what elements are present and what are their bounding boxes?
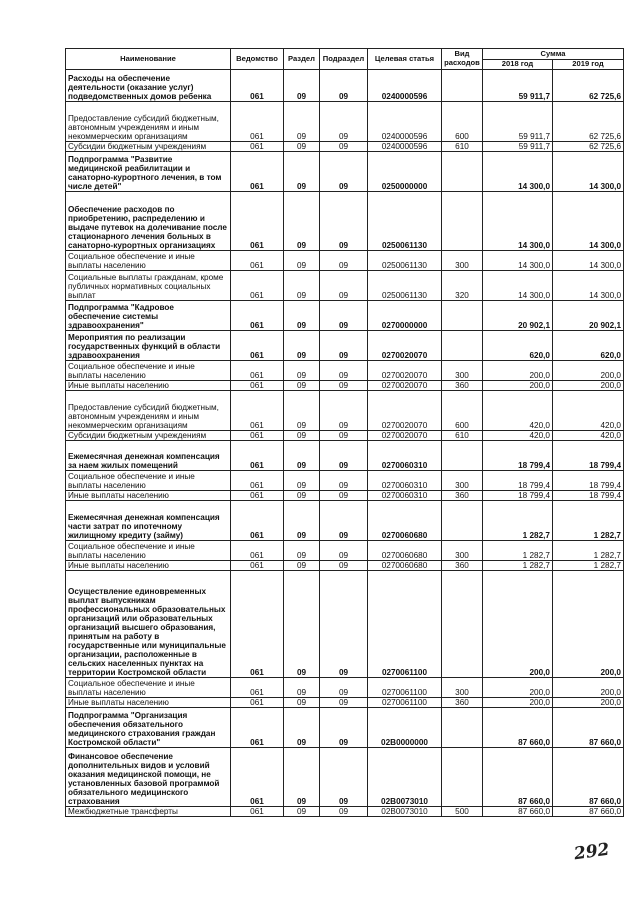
row-sum-2018: 200,0 <box>483 697 553 707</box>
row-sum-2018: 59 911,7 <box>483 101 553 141</box>
header-subsection: Подраздел <box>320 49 368 70</box>
header-section: Раздел <box>284 49 320 70</box>
table-row <box>66 806 624 816</box>
row-subsection: 09 <box>320 69 368 101</box>
row-name: Мероприятия по реализации государственных функций в области здравоохранения <box>66 330 231 360</box>
row-sum-2018: 1 282,7 <box>483 560 553 570</box>
row-subsection: 09 <box>320 707 368 747</box>
table-row <box>66 560 624 570</box>
table-row <box>66 191 624 250</box>
row-expense-type: 360 <box>442 560 483 570</box>
row-department: 061 <box>231 191 284 250</box>
row-sum-2018: 420,0 <box>483 390 553 430</box>
row-sum-2019: 62 725,6 <box>553 141 624 151</box>
row-target-article: 0270060680 <box>368 540 442 560</box>
row-sum-2019: 62 725,6 <box>553 101 624 141</box>
row-section: 09 <box>284 101 320 141</box>
row-name: Социальное обеспечение и иные выплаты населению <box>66 677 231 697</box>
row-section: 09 <box>284 470 320 490</box>
table-row <box>66 141 624 151</box>
row-section: 09 <box>284 141 320 151</box>
row-name: Обеспечение расходов по приобретению, распределению и выдаче путевок на долечивание после стационарного лечения больных в санаторно-курортных организациях <box>66 191 231 250</box>
row-subsection: 09 <box>320 570 368 677</box>
row-target-article: 02В0073010 <box>368 806 442 816</box>
row-expense-type <box>442 69 483 101</box>
table-row <box>66 270 624 300</box>
row-expense-type: 360 <box>442 697 483 707</box>
row-section: 09 <box>284 330 320 360</box>
row-department: 061 <box>231 570 284 677</box>
row-department: 061 <box>231 69 284 101</box>
row-subsection: 09 <box>320 560 368 570</box>
row-sum-2019: 200,0 <box>553 697 624 707</box>
row-department: 061 <box>231 270 284 300</box>
row-name: Расходы на обеспечение деятельности (оказание услуг) подведомственных домов ребенка <box>66 69 231 101</box>
row-subsection: 09 <box>320 697 368 707</box>
table-row <box>66 707 624 747</box>
row-sum-2019: 1 282,7 <box>553 560 624 570</box>
header-expense-type: Вид расходов <box>442 49 483 70</box>
row-subsection: 09 <box>320 380 368 390</box>
row-section: 09 <box>284 806 320 816</box>
row-department: 061 <box>231 470 284 490</box>
row-sum-2018: 18 799,4 <box>483 490 553 500</box>
row-name: Предоставление субсидий бюджетным, автономным учреждениям и иным некоммерческим организациям <box>66 390 231 430</box>
row-name: Межбюджетные трансферты <box>66 806 231 816</box>
row-subsection: 09 <box>320 360 368 380</box>
row-target-article: 0270020070 <box>368 330 442 360</box>
row-target-article: 0270020070 <box>368 380 442 390</box>
header-name: Наименование <box>66 49 231 70</box>
row-target-article: 0270060310 <box>368 440 442 470</box>
row-section: 09 <box>284 270 320 300</box>
row-department: 061 <box>231 440 284 470</box>
row-sum-2018: 620,0 <box>483 330 553 360</box>
row-name: Социальное обеспечение и иные выплаты населению <box>66 470 231 490</box>
row-subsection: 09 <box>320 151 368 191</box>
row-sum-2018: 87 660,0 <box>483 806 553 816</box>
row-expense-type: 300 <box>442 250 483 270</box>
row-name: Иные выплаты населению <box>66 560 231 570</box>
row-subsection: 09 <box>320 191 368 250</box>
header-sum: Сумма <box>483 49 624 60</box>
row-department: 061 <box>231 300 284 330</box>
row-expense-type: 360 <box>442 490 483 500</box>
row-sum-2019: 420,0 <box>553 390 624 430</box>
table-row <box>66 570 624 677</box>
table-row <box>66 390 624 430</box>
table-row <box>66 440 624 470</box>
row-subsection: 09 <box>320 101 368 141</box>
row-department: 061 <box>231 560 284 570</box>
row-expense-type <box>442 151 483 191</box>
row-sum-2018: 20 902,1 <box>483 300 553 330</box>
row-sum-2019: 1 282,7 <box>553 540 624 560</box>
row-sum-2018: 420,0 <box>483 430 553 440</box>
row-expense-type: 600 <box>442 390 483 430</box>
row-sum-2018: 200,0 <box>483 570 553 677</box>
row-department: 061 <box>231 360 284 380</box>
row-name: Иные выплаты населению <box>66 490 231 500</box>
row-department: 061 <box>231 490 284 500</box>
row-section: 09 <box>284 677 320 697</box>
row-sum-2019: 620,0 <box>553 330 624 360</box>
header-target-article: Целевая статья <box>368 49 442 70</box>
row-expense-type: 600 <box>442 101 483 141</box>
row-section: 09 <box>284 697 320 707</box>
row-name: Иные выплаты населению <box>66 380 231 390</box>
row-name: Ежемесячная денежная компенсация за наем жилых помещений <box>66 440 231 470</box>
table-row <box>66 697 624 707</box>
row-expense-type: 500 <box>442 806 483 816</box>
row-subsection: 09 <box>320 270 368 300</box>
row-department: 061 <box>231 151 284 191</box>
row-subsection: 09 <box>320 250 368 270</box>
row-subsection: 09 <box>320 440 368 470</box>
row-subsection: 09 <box>320 300 368 330</box>
row-target-article: 0270020070 <box>368 390 442 430</box>
row-sum-2018: 14 300,0 <box>483 250 553 270</box>
row-name: Субсидии бюджетным учреждениям <box>66 430 231 440</box>
row-sum-2018: 59 911,7 <box>483 69 553 101</box>
row-target-article: 0250061130 <box>368 270 442 300</box>
row-sum-2019: 200,0 <box>553 360 624 380</box>
row-department: 061 <box>231 141 284 151</box>
table-row <box>66 101 624 141</box>
table-row <box>66 747 624 806</box>
row-target-article: 0270060310 <box>368 470 442 490</box>
row-subsection: 09 <box>320 677 368 697</box>
row-target-article: 0250000000 <box>368 151 442 191</box>
table-row <box>66 500 624 540</box>
row-sum-2018: 1 282,7 <box>483 500 553 540</box>
row-sum-2019: 14 300,0 <box>553 191 624 250</box>
row-target-article: 0270060310 <box>368 490 442 500</box>
header-year-2019: 2019 год <box>553 60 624 70</box>
row-target-article: 0270060680 <box>368 560 442 570</box>
row-section: 09 <box>284 69 320 101</box>
row-section: 09 <box>284 380 320 390</box>
row-name: Социальные выплаты гражданам, кроме публичных нормативных социальных выплат <box>66 270 231 300</box>
row-sum-2019: 18 799,4 <box>553 440 624 470</box>
row-subsection: 09 <box>320 430 368 440</box>
table-row <box>66 250 624 270</box>
row-target-article: 0270061100 <box>368 677 442 697</box>
row-department: 061 <box>231 806 284 816</box>
row-section: 09 <box>284 430 320 440</box>
row-sum-2019: 14 300,0 <box>553 250 624 270</box>
row-target-article: 0270061100 <box>368 570 442 677</box>
table-row <box>66 540 624 560</box>
row-sum-2019: 420,0 <box>553 430 624 440</box>
row-sum-2018: 14 300,0 <box>483 151 553 191</box>
row-expense-type: 300 <box>442 677 483 697</box>
table-row <box>66 300 624 330</box>
row-expense-type: 320 <box>442 270 483 300</box>
row-target-article: 02В0073010 <box>368 747 442 806</box>
row-sum-2018: 200,0 <box>483 360 553 380</box>
row-expense-type <box>442 707 483 747</box>
row-expense-type: 300 <box>442 360 483 380</box>
row-subsection: 09 <box>320 806 368 816</box>
row-name: Предоставление субсидий бюджетным, автономным учреждениям и иным некоммерческим организациям <box>66 101 231 141</box>
row-sum-2019: 18 799,4 <box>553 470 624 490</box>
row-sum-2018: 200,0 <box>483 380 553 390</box>
table-row <box>66 151 624 191</box>
row-subsection: 09 <box>320 330 368 360</box>
row-section: 09 <box>284 490 320 500</box>
row-sum-2019: 87 660,0 <box>553 707 624 747</box>
row-department: 061 <box>231 250 284 270</box>
row-expense-type <box>442 747 483 806</box>
row-section: 09 <box>284 151 320 191</box>
row-sum-2019: 200,0 <box>553 677 624 697</box>
row-name: Социальное обеспечение и иные выплаты населению <box>66 540 231 560</box>
table-row <box>66 470 624 490</box>
table-row <box>66 490 624 500</box>
row-sum-2019: 87 660,0 <box>553 747 624 806</box>
row-name: Осуществление единовременных выплат выпускникам профессиональных образовательных организаций или образовательных организаций высшего образования, принятым на работу в государственные или муниципальные организации, расположенные в сельских населенных пунктах на территории Костромской области <box>66 570 231 677</box>
row-name: Иные выплаты населению <box>66 697 231 707</box>
row-section: 09 <box>284 707 320 747</box>
row-section: 09 <box>284 191 320 250</box>
header-year-2018: 2018 год <box>483 60 553 70</box>
row-sum-2018: 14 300,0 <box>483 191 553 250</box>
row-sum-2019: 14 300,0 <box>553 270 624 300</box>
row-section: 09 <box>284 540 320 560</box>
row-expense-type <box>442 191 483 250</box>
row-sum-2019: 62 725,6 <box>553 69 624 101</box>
table-row <box>66 69 624 101</box>
row-sum-2018: 200,0 <box>483 677 553 697</box>
row-target-article: 0270000000 <box>368 300 442 330</box>
row-sum-2019: 87 660,0 <box>553 806 624 816</box>
row-name: Финансовое обеспечение дополнительных видов и условий оказания медицинской помощи, не установленных базовой программой обязательного медицинского страхования <box>66 747 231 806</box>
row-target-article: 0240000596 <box>368 141 442 151</box>
row-name: Ежемесячная денежная компенсация части затрат по ипотечному жилищному кредиту (займу) <box>66 500 231 540</box>
row-department: 061 <box>231 390 284 430</box>
row-sum-2018: 18 799,4 <box>483 470 553 490</box>
header-department: Ведомство <box>231 49 284 70</box>
row-section: 09 <box>284 300 320 330</box>
row-sum-2018: 14 300,0 <box>483 270 553 300</box>
row-sum-2019: 18 799,4 <box>553 490 624 500</box>
row-target-article: 0250061130 <box>368 191 442 250</box>
row-expense-type: 300 <box>442 540 483 560</box>
row-name: Подпрограмма "Кадровое обеспечение системы здравоохранения" <box>66 300 231 330</box>
budget-table <box>65 48 624 817</box>
row-department: 061 <box>231 677 284 697</box>
row-target-article: 0270061100 <box>368 697 442 707</box>
table-body <box>66 69 624 816</box>
row-expense-type: 360 <box>442 380 483 390</box>
row-department: 061 <box>231 101 284 141</box>
row-target-article: 0270060680 <box>368 500 442 540</box>
row-sum-2019: 1 282,7 <box>553 500 624 540</box>
row-section: 09 <box>284 500 320 540</box>
row-subsection: 09 <box>320 540 368 560</box>
row-expense-type: 300 <box>442 470 483 490</box>
row-subsection: 09 <box>320 747 368 806</box>
table-row <box>66 430 624 440</box>
row-target-article: 0240000596 <box>368 69 442 101</box>
row-department: 061 <box>231 540 284 560</box>
row-section: 09 <box>284 390 320 430</box>
row-department: 061 <box>231 500 284 540</box>
table-row <box>66 677 624 697</box>
row-name: Социальное обеспечение и иные выплаты населению <box>66 250 231 270</box>
row-department: 061 <box>231 380 284 390</box>
row-sum-2018: 87 660,0 <box>483 707 553 747</box>
row-department: 061 <box>231 747 284 806</box>
table-row <box>66 380 624 390</box>
row-section: 09 <box>284 560 320 570</box>
row-sum-2019: 200,0 <box>553 380 624 390</box>
table-row <box>66 330 624 360</box>
row-subsection: 09 <box>320 141 368 151</box>
row-section: 09 <box>284 570 320 677</box>
row-section: 09 <box>284 747 320 806</box>
row-subsection: 09 <box>320 470 368 490</box>
row-expense-type <box>442 570 483 677</box>
row-target-article: 0250061130 <box>368 250 442 270</box>
row-sum-2018: 1 282,7 <box>483 540 553 560</box>
row-expense-type <box>442 440 483 470</box>
row-expense-type <box>442 330 483 360</box>
row-name: Подпрограмма "Организация обеспечения обязательного медицинского страхования граждан Костромской области" <box>66 707 231 747</box>
row-expense-type <box>442 500 483 540</box>
row-section: 09 <box>284 360 320 380</box>
row-expense-type: 610 <box>442 141 483 151</box>
row-name: Подпрограмма "Развитие медицинской реабилитации и санаторно-курортного лечения, в том числе детей" <box>66 151 231 191</box>
row-target-article: 0240000596 <box>368 101 442 141</box>
row-target-article: 02В0000000 <box>368 707 442 747</box>
row-department: 061 <box>231 697 284 707</box>
row-sum-2019: 200,0 <box>553 570 624 677</box>
row-target-article: 0270020070 <box>368 360 442 380</box>
row-department: 061 <box>231 707 284 747</box>
row-name: Субсидии бюджетным учреждениям <box>66 141 231 151</box>
row-department: 061 <box>231 430 284 440</box>
row-sum-2018: 87 660,0 <box>483 747 553 806</box>
row-sum-2019: 20 902,1 <box>553 300 624 330</box>
row-subsection: 09 <box>320 490 368 500</box>
row-subsection: 09 <box>320 500 368 540</box>
row-department: 061 <box>231 330 284 360</box>
row-sum-2019: 14 300,0 <box>553 151 624 191</box>
row-section: 09 <box>284 250 320 270</box>
row-subsection: 09 <box>320 390 368 430</box>
row-sum-2018: 18 799,4 <box>483 440 553 470</box>
row-expense-type <box>442 300 483 330</box>
row-section: 09 <box>284 440 320 470</box>
table-row <box>66 360 624 380</box>
row-sum-2018: 59 911,7 <box>483 141 553 151</box>
row-expense-type: 610 <box>442 430 483 440</box>
row-target-article: 0270020070 <box>368 430 442 440</box>
row-name: Социальное обеспечение и иные выплаты населению <box>66 360 231 380</box>
page-number: 292 <box>572 839 611 865</box>
